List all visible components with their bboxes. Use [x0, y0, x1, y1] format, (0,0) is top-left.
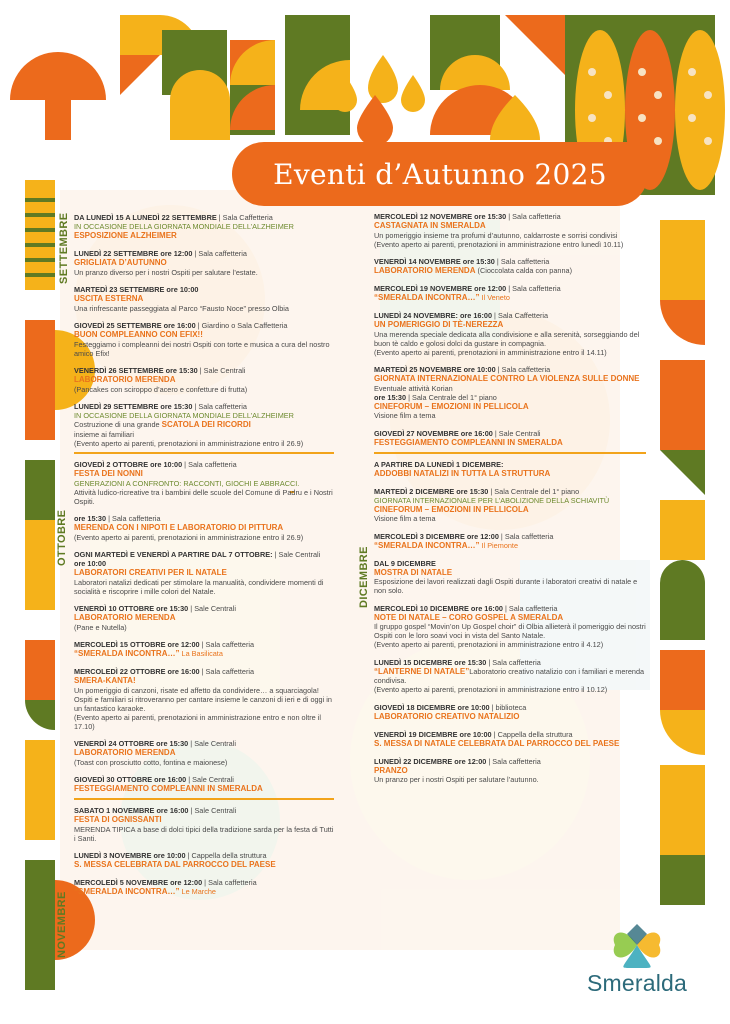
event-date: MERCOLEDÌ 10 DICEMBRE ore 16:00 [374, 603, 503, 613]
event-title: “SMERALDA INCONTRA…” [74, 649, 180, 658]
event-title: CINEFORUM – EMOZIONI IN PELLICOLA [374, 504, 529, 514]
month-label-ottobre: OTTOBRE [56, 509, 68, 566]
event-date: OGNI MARTEDÌ E VENERDÌ A PARTIRE DAL 7 OTTOBRE: [74, 550, 273, 559]
event-item [74, 366, 334, 394]
event-title: LABORATORI CREATIVI PER IL NATALE [74, 568, 227, 577]
event-city: Il Piemonte [481, 540, 519, 550]
event-title: UN POMERIGGIO DI TÈ-NEREZZA [374, 320, 504, 329]
event-header: GIOVEDÌ 18 DICEMBRE ore 10:00 | biblioteca [374, 702, 527, 712]
event-title: NOTE DI NATALE – CORO GOSPEL A SMERALDA [374, 612, 564, 622]
event-title-line [74, 649, 334, 659]
event-place: Sala caffetteria [205, 640, 255, 649]
event-title: GIORNATA INTERNAZIONALE CONTRO LA VIOLENZA SULLE DONNE [374, 374, 640, 383]
event-header: VENERDÌ 19 DICEMBRE ore 10:00 | Cappella della struttura [374, 729, 573, 739]
event-header: VENERDÌ 14 NOVEMBRE ore 15:30 | Sala caffetteria [374, 257, 550, 266]
event-header: GIOVEDÌ 25 SETTEMBRE ore 16:00 | Giardino o Sala Caffetteria [74, 321, 288, 330]
event-note: GIORNATA INTERNAZIONALE PER L’ABOLIZIONE DELLA SCHIAVITÙ [374, 495, 610, 505]
event-place: Sale Centrali [498, 428, 541, 438]
event-date: A PARTIRE DA LUNEDÌ 1 DICEMBRE: [374, 459, 504, 469]
event-header [374, 460, 646, 469]
event-item [374, 284, 646, 303]
event-header: MARTEDÌ 25 NOVEMBRE ore 10:00 | Sala caffetteria [374, 365, 551, 374]
event-header: ore 15:30 | Sala caffetteria [74, 514, 161, 523]
event-date: GIOVEDÌ 2 OTTOBRE ore 10:00 [74, 460, 183, 469]
event-place: Sala Centrale del 1° piano [412, 392, 497, 402]
event-date: LUNEDÌ 3 NOVEMBRE ore 10:00 [74, 851, 186, 860]
event-item [374, 730, 646, 749]
event-item [374, 559, 646, 596]
event-item [74, 667, 334, 731]
event-place: Sala Centrale del 1° piano [494, 486, 580, 496]
event-desc: Visione film a tema [374, 411, 436, 420]
event-desc: Eventuale attività Korian [374, 383, 453, 393]
event-desc: (Toast con prosciutto cotto, fontina e maionese) [74, 757, 228, 767]
event-title: CASTAGNATA IN SMERALDA [374, 221, 486, 230]
title-banner [232, 142, 648, 206]
event-note: GENERAZIONI A CONFRONTO: RACCONTI, GIOCHI E ABBRACCI. [74, 478, 300, 488]
event-place: Sala caffetteria [205, 667, 255, 676]
event-place: Sala caffetteria [198, 402, 247, 411]
event-header: LUNEDÌ 22 DICEMBRE ore 12:00 | Sala caffetteria [374, 756, 541, 766]
event-header: GIOVEDÌ 30 OTTOBRE ore 16:00 | Sale Centrali [74, 775, 234, 784]
event-item [374, 257, 646, 276]
event-extra: (Evento aperto ai parenti, prenotazioni in amministrazione entro il 26.9) [74, 438, 304, 448]
event-place: Sale Centrali [203, 366, 246, 375]
event-item [374, 703, 646, 722]
event-title: PRANZO [374, 765, 408, 775]
section-divider [374, 452, 646, 454]
event-desc-pre: Costruzione di una grande [74, 420, 160, 429]
event-item [74, 402, 334, 448]
event-header [374, 559, 646, 568]
event-title: GRIGLIATA D’AUTUNNO [74, 258, 167, 267]
event-date: VENERDÌ 24 OTTOBRE ore 15:30 [74, 739, 189, 748]
event-extra: (Evento aperto ai parenti, prenotazioni in amministrazione entro il 10.12) [374, 685, 608, 694]
event-desc-line [74, 420, 334, 430]
event-item [74, 285, 334, 313]
event-title: LABORATORIO MERENDA [374, 266, 476, 275]
smeralda-logo [572, 920, 702, 1000]
event-place: Sala caffetteria [208, 878, 257, 887]
event-header: VENERDÌ 26 SETTEMBRE ore 15:30 | Sale Centrali [74, 366, 246, 375]
event-place: Sale Centrali [278, 550, 321, 559]
event-extra: (Evento aperto ai parenti, prenotazioni in amministrazione entro lunedì 10.11) [374, 239, 624, 249]
event-date: LUNEDÌ 29 SETTEMBRE ore 15:30 [74, 402, 193, 411]
event-place: Sale Centrali [194, 806, 237, 815]
event-extra: (Evento aperto ai parenti, prenotazioni in amministrazione entro il 14.11) [374, 347, 607, 357]
event-desc: Un pranzo diverso per i nostri Ospiti per salutare l’estate. [74, 267, 258, 277]
event-extra: (Evento aperto ai parenti, prenotazioni in amministrazione entro il 4.12) [374, 640, 604, 649]
event-item [374, 365, 646, 420]
event-date: MERCOLEDÌ 15 OTTOBRE ore 12:00 [74, 640, 200, 649]
event-title: USCITA ESTERNA [74, 294, 144, 303]
event-place: Sala Caffetteria [497, 311, 549, 320]
event-item [374, 212, 646, 249]
event-place: Sala caffetteria [500, 257, 550, 266]
event-title: LABORATORIO MERENDA [74, 613, 176, 622]
event-header: ore 15:30 | Sala Centrale del 1° piano [374, 392, 497, 402]
event-date: LUNEDÌ 15 DICEMBRE ore 15:30 [374, 657, 487, 667]
event-title: LABORATORIO MERENDA [74, 375, 176, 384]
event-place: Sala caffetteria [492, 756, 541, 766]
event-date: DAL 9 DICEMBRE [374, 558, 436, 568]
event-place: Sale Centrali [194, 604, 236, 613]
event-extra: (Evento aperto ai parenti, prenotazioni in amministrazione entro e non oltre il 17.10) [74, 712, 322, 731]
event-item [74, 604, 334, 632]
event-item [74, 851, 334, 870]
event-desc: MERENDA TIPICA a base di dolci tipici della tradizione sarda per la festa di Tutti i Santi. [74, 824, 334, 843]
event-inline-desc: Laboratorio creativo natalizio con i familiari e merenda condivisa. [374, 666, 645, 685]
event-item [74, 806, 334, 843]
event-desc: Laboratori natalizi dedicati per stimolare la manualità, condividere momenti di socialità e riscoprire i mille colori del Natale. [74, 577, 324, 596]
event-header: LUNEDÌ 3 NOVEMBRE ore 10:00 | Cappella della struttura [74, 851, 267, 860]
event-desc: (Pane e Nutella) [74, 622, 127, 632]
event-item [374, 487, 646, 524]
event-header: MERCOLEDÌ 12 NOVEMBRE ore 15:30 | Sala caffetteria [374, 212, 561, 221]
event-date: GIOVEDÌ 25 SETTEMBRE ore 16:00 [74, 321, 196, 330]
event-city: La Basilicata [181, 649, 223, 658]
page-title: Eventi d’Autunno 2025 [273, 157, 607, 191]
event-header: VENERDÌ 24 OTTOBRE ore 15:30 | Sale Centrali [74, 739, 236, 748]
event-header: VENERDÌ 10 OTTOBRE ore 15:30 | Sale Centrali [74, 604, 236, 613]
event-desc: Un pomeriggio di canzoni, risate ed affetto da condividere… a squarciagola! Ospiti e familiari si ritroveranno per cantare insieme le canzoni di ieri e di oggi in un fantastico karaoke. [74, 685, 332, 713]
event-item [74, 640, 334, 659]
top-half-circle-shape [10, 52, 106, 100]
event-time: ore 10:00 [74, 559, 107, 568]
event-desc: Attività ludico-ricreative tra i bambini delle scuole del Comune di Padru e i Nostri Ospiti. [74, 487, 333, 506]
event-date: MERCOLEDÌ 5 NOVEMBRE ore 12:00 [74, 878, 203, 887]
event-header [74, 559, 334, 568]
event-item [74, 460, 334, 506]
event-desc: Visione film a tema [374, 514, 436, 523]
event-desc: Un pomeriggio insieme tra profumi d’autunno, caldarroste e sorrisi condivisi [374, 230, 618, 240]
event-date: VENERDÌ 10 OTTOBRE ore 15:30 [74, 604, 189, 613]
event-header: OGNI MARTEDÌ E VENERDÌ A PARTIRE DAL 7 OTTOBRE: | Sale Centrali [74, 550, 321, 559]
event-desc: (Pancakes con sciroppo d’acero e confetture di frutta) [74, 384, 248, 394]
event-place: Giardino o Sala Caffetteria [201, 321, 288, 330]
event-title: BUON COMPLEANNO CON EFIX!! [74, 330, 203, 339]
event-title-line [374, 667, 646, 686]
event-date: VENERDÌ 19 DICEMBRE ore 10:00 [374, 729, 492, 739]
event-note: IN OCCASIONE DELLA GIORNATA MONDIALE DELL’ALZHEIMER [74, 411, 294, 420]
event-place: Sala caffetteria [501, 365, 551, 374]
event-item [74, 878, 334, 897]
event-time: ore 15:30 [374, 392, 407, 402]
event-header: GIOVEDÌ 27 NOVEMBRE ore 16:00 | Sale Centrali [374, 428, 541, 438]
event-header: MERCOLEDÌ 15 OTTOBRE ore 12:00 | Sala caffetteria [74, 640, 255, 649]
event-place: Sala caffetteria [508, 603, 558, 613]
event-place: Sala caffetteria [512, 284, 561, 293]
smeralda-logo-wordmark: Smeralda [586, 970, 688, 996]
event-header: MERCOLEDÌ 22 OTTOBRE ore 16:00 | Sala caffetteria [74, 667, 255, 676]
event-date: GIOVEDÌ 18 DICEMBRE ore 10:00 [374, 702, 490, 712]
month-label-novembre: NOVEMBRE [56, 891, 68, 958]
event-title-line [374, 541, 646, 551]
event-item [74, 550, 334, 596]
event-title: S. MESSA DI NATALE CELEBRATA DAL PARROCCO DEL PAESE [374, 738, 620, 748]
event-title: MERENDA CON I NIPOTI E LABORATORIO DI PITTURA [74, 523, 284, 532]
events-column-right [374, 212, 646, 793]
event-place: Sala caffetteria [188, 460, 237, 469]
event-city: Le Marche [181, 887, 216, 896]
event-note: IN OCCASIONE DELLA GIORNATA MONDIALE DELL’ALZHEIMER [74, 222, 294, 231]
event-place: Sala caffetteria [198, 249, 247, 258]
event-header: GIOVEDÌ 2 OTTOBRE ore 10:00 | Sala caffetteria [74, 460, 237, 469]
month-label-settembre: SETTEMBRE [58, 212, 70, 284]
event-desc: Un pranzo per i nostri Ospiti per salutare l’autunno. [374, 775, 539, 784]
event-header: LUNEDÌ 22 SETTEMBRE ore 12:00 | Sala caffetteria [74, 249, 247, 258]
event-date: ore 15:30 [74, 514, 107, 523]
section-divider [74, 798, 334, 800]
event-item [374, 604, 646, 650]
event-title: LABORATORIO MERENDA [74, 748, 176, 757]
event-date: LUNEDÌ 24 NOVEMBRE: ore 16:00 [374, 311, 492, 320]
event-place: Sala caffetteria [504, 531, 554, 541]
event-date: MARTEDÌ 23 SETTEMBRE ore 10:00 [74, 285, 199, 294]
event-title-line [74, 887, 334, 897]
event-date: MERCOLEDÌ 19 NOVEMBRE ore 12:00 [374, 284, 507, 293]
event-place: Cappella della struttura [497, 729, 573, 739]
event-place: Sala caffetteria [512, 212, 561, 221]
event-item [74, 775, 334, 794]
event-title: FESTA DEI NONNI [74, 469, 143, 478]
event-title: ADDOBBI NATALIZI IN TUTTA LA STRUTTURA [374, 468, 551, 478]
event-title: “SMERALDA INCONTRA…” [374, 540, 480, 550]
event-header: MERCOLEDÌ 10 DICEMBRE ore 16:00 | Sala caffetteria [374, 603, 558, 613]
event-title: SCATOLA DEI RICORDI [161, 420, 251, 429]
event-date: GIOVEDÌ 30 OTTOBRE ore 16:00 [74, 775, 187, 784]
event-title: FESTA DI OGNISSANTI [74, 815, 162, 824]
event-item [374, 311, 646, 357]
event-place: Cappella della struttura [191, 851, 267, 860]
event-item [374, 658, 646, 695]
event-date: VENERDÌ 26 SETTEMBRE ore 15:30 [74, 366, 198, 375]
month-label-dicembre: DICEMBRE [358, 546, 370, 608]
event-desc: Esposizione dei lavori realizzati dagli Ospiti durante i laboratori creativi di natale e non solo. [374, 577, 638, 595]
event-item [74, 213, 334, 241]
event-date: DA LUNEDÌ 15 A LUNEDÌ 22 SETTEMBRE [74, 213, 217, 222]
event-date: MERCOLEDÌ 22 OTTOBRE ore 16:00 [74, 667, 200, 676]
event-date: SABATO 1 NOVEMBRE ore 16:00 [74, 806, 189, 815]
event-title: “LANTERNE DI NATALE” [374, 666, 470, 676]
event-item [74, 514, 334, 542]
event-item [74, 249, 334, 277]
event-title: LABORATORIO CREATIVO NATALIZIO [374, 711, 520, 721]
event-place: Sala caffetteria [492, 657, 541, 667]
event-desc: insieme ai familiari [74, 429, 135, 439]
event-title: SMERA-KANTA! [74, 676, 136, 685]
event-date: LUNEDÌ 22 DICEMBRE ore 12:00 [374, 756, 487, 766]
event-date: MERCOLEDÌ 12 NOVEMBRE ore 15:30 [374, 212, 507, 221]
event-date: LUNEDÌ 22 SETTEMBRE ore 12:00 [74, 249, 193, 258]
event-title: S. MESSA CELEBRATA DAL PARROCCO DEL PAESE [74, 860, 276, 869]
event-title-line [374, 266, 646, 276]
event-date: VENERDÌ 14 NOVEMBRE ore 15:30 [374, 257, 495, 266]
event-place: Sala Caffetteria [222, 213, 273, 222]
event-item [374, 460, 646, 479]
event-place: biblioteca [495, 702, 527, 712]
event-header: DA LUNEDÌ 15 A LUNEDÌ 22 SETTEMBRE | Sala Caffetteria [74, 213, 273, 222]
event-desc: (Evento aperto ai parenti, prenotazioni in amministrazione entro il 26.9) [74, 532, 304, 542]
event-item [74, 321, 334, 358]
event-title: FESTEGGIAMENTO COMPLEANNI IN SMERALDA [74, 784, 263, 793]
event-place: Sale Centrali [192, 775, 234, 784]
event-header: MARTEDÌ 2 DICEMBRE ore 15:30 | Sala Centrale del 1° piano [374, 486, 580, 496]
event-header: MERCOLEDÌ 5 NOVEMBRE ore 12:00 | Sala caffetteria [74, 878, 257, 887]
event-header: LUNEDÌ 29 SETTEMBRE ore 15:30 | Sala caffetteria [74, 402, 247, 411]
event-place: Sala caffetteria [112, 514, 161, 523]
event-title: MOSTRA DI NATALE [374, 567, 453, 577]
event-date: MERCOLEDÌ 3 DICEMBRE ore 12:00 [374, 531, 499, 541]
event-desc: Una rinfrescante passeggiata al Parco “Fausto Noce” presso Olbia [74, 303, 289, 313]
event-header: SABATO 1 NOVEMBRE ore 16:00 | Sale Centrali [74, 806, 237, 815]
events-column-left [74, 213, 334, 905]
event-desc: Festeggiamo i compleanni dei nostri Ospiti con torte e musica a cura del nostro amico Efix! [74, 339, 330, 358]
event-item [374, 429, 646, 448]
event-title: “SMERALDA INCONTRA…” [74, 887, 180, 896]
event-item [74, 739, 334, 767]
event-inline: (Cioccolata calda con panna) [477, 266, 573, 275]
event-desc: Una merenda speciale dedicata alla condivisione e alla serenità, sorseggiando del buon tè caldo e golosi dolci da gustare in compagnia. [374, 329, 640, 348]
event-date: MARTEDÌ 25 NOVEMBRE ore 10:00 [374, 365, 496, 374]
event-header: LUNEDÌ 15 DICEMBRE ore 15:30 | Sala caffetteria [374, 657, 541, 667]
event-header: MERCOLEDÌ 19 NOVEMBRE ore 12:00 | Sala caffetteria [374, 284, 561, 293]
event-title: CINEFORUM – EMOZIONI IN PELLICOLA [374, 401, 529, 411]
event-desc: Il gruppo gospel “Movin’on Up Gospel choir” di Olbia allieterà il pomeriggio dei nostri Ospiti con le loro soavi voci in vista del Santo Natale. [374, 622, 646, 640]
event-title: FESTEGGIAMENTO COMPLEANNI IN SMERALDA [374, 437, 563, 447]
event-title-line [374, 293, 646, 303]
event-item [374, 757, 646, 785]
event-header: LUNEDÌ 24 NOVEMBRE: ore 16:00 | Sala Caffetteria [374, 311, 549, 320]
event-date: MARTEDÌ 2 DICEMBRE ore 15:30 [374, 486, 489, 496]
smeralda-logo-icon [607, 920, 667, 970]
event-title: “SMERALDA INCONTRA…” [374, 293, 480, 302]
event-city: Il Veneto [481, 293, 510, 302]
event-place: Sale Centrali [194, 739, 236, 748]
event-title: ESPOSIZIONE ALZHEIMER [74, 231, 177, 240]
event-header [74, 285, 334, 294]
event-item [374, 532, 646, 551]
event-date: GIOVEDÌ 27 NOVEMBRE ore 16:00 [374, 428, 493, 438]
event-header: MERCOLEDÌ 3 DICEMBRE ore 12:00 | Sala caffetteria [374, 531, 554, 541]
section-divider [74, 452, 334, 454]
